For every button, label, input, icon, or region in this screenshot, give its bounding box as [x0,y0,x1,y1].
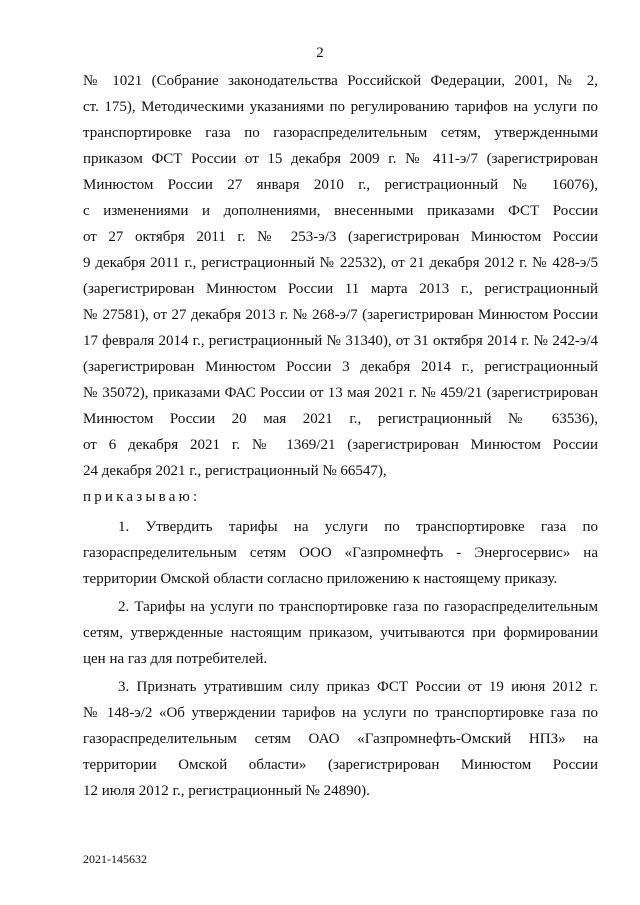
item-2-line: 2. Тарифы на услуги по транспортировке газа по газораспределительным [118,599,598,615]
item-3-line: газораспределительным сетям ОАО «Газпромнефть-Омский НПЗ» на [83,731,598,747]
order-word: приказываю: [83,489,201,505]
text-line: ст. 175), Методическими указаниями по регулированию тарифов на услуги по [83,99,598,115]
text-line: № 35072), приказами ФАС России от 13 мая 2021 г. № 459/21 (зарегистрирован [83,385,598,401]
text-line: приказом ФСТ России от 15 декабря 2009 г. № 411-э/7 (зарегистрирован [83,151,598,167]
text-line: 17 февраля 2014 г., регистрационный № 31340), от 31 октября 2014 г. № 242-э/4 [83,333,598,349]
text-line: 24 декабря 2021 г., регистрационный № 66547), [83,463,387,479]
item-1-line: 1. Утвердить тарифы на услуги по транспортировке газа по [118,519,598,535]
text-line: (зарегистрирован Минюстом России 11 марта 2013 г., регистрационный [83,281,598,297]
text-line: Минюстом России 20 мая 2021 г., регистрационный № 63536), [83,411,598,427]
item-3-line: территории Омской области» (зарегистрирован Минюстом России [83,757,598,773]
text-line: Минюстом России 27 января 2010 г., регистрационный № 16076), [83,177,598,193]
text-line: транспортировке газа по газораспределительным сетям, утвержденными [83,125,598,141]
text-line: с изменениями и дополнениями, внесенными приказами ФСТ России [83,203,598,219]
item-1-line: территории Омской области согласно приложению к настоящему приказу. [83,571,558,587]
text-line: № 1021 (Собрание законодательства Российской Федерации, 2001, № 2, [83,73,598,89]
text-line: 9 декабря 2011 г., регистрационный № 22532), от 21 декабря 2012 г. № 428-э/5 [83,255,598,271]
item-3-line: 3. Признать утратившим силу приказ ФСТ России от 19 июня 2012 г. [118,679,598,695]
item-3-line: № 148-э/2 «Об утверждении тарифов на услуги по транспортировке газа по [83,705,598,721]
text-line: (зарегистрирован Минюстом России 3 декабря 2014 г., регистрационный [83,359,598,375]
page-number: 2 [316,45,324,61]
text-line: от 6 декабря 2021 г. № 1369/21 (зарегистрирован Минюстом России [83,437,598,453]
item-3-line: 12 июля 2012 г., регистрационный № 24890). [83,783,370,799]
text-line: № 27581), от 27 декабря 2013 г. № 268-э/7 (зарегистрирован Минюстом России [83,307,598,323]
item-2-line: цен на газ для потребителей. [83,651,268,667]
document-code: 2021-145632 [83,852,147,866]
item-1-line: газораспределительным сетям ООО «Газпромнефть - Энергосервис» на [83,545,598,561]
item-2-line: сетям, утвержденные настоящим приказом, учитываются при формировании [83,625,598,641]
text-line: от 27 октября 2011 г. № 253-э/3 (зарегистрирован Минюстом России [83,229,598,245]
